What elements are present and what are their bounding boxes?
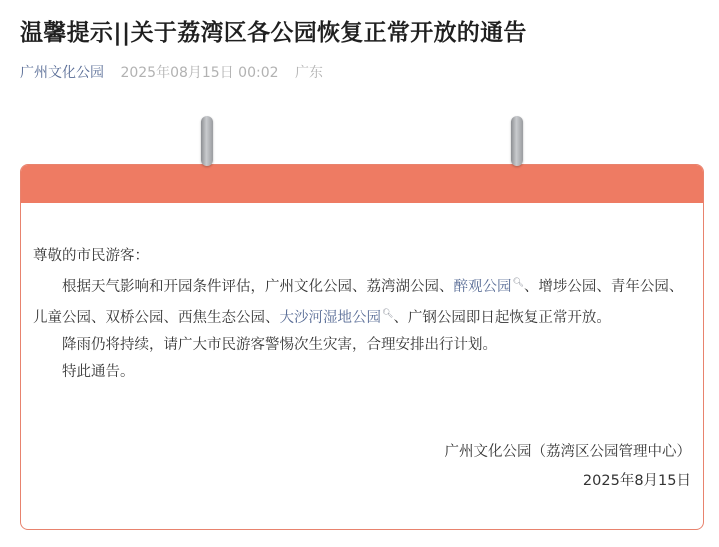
notice-paragraph-3: 特此通告。 <box>62 363 135 380</box>
notice-signature-block <box>445 439 692 497</box>
search-icon[interactable]: 🔍︎ <box>382 308 394 319</box>
notice-body <box>33 243 697 386</box>
para1-text-3: 、广钢公园即日起恢复正常开放。 <box>393 309 611 326</box>
para1-text-2: 、增埗公园、青年公园、儿童公园、双桥公园、西焦生态公园、 <box>33 278 684 326</box>
binder-clip-left <box>201 116 213 166</box>
notice-paragraph-1 <box>33 270 697 332</box>
author-link[interactable]: 广州文化公园 <box>20 65 104 81</box>
notice-signature: 广州文化公园（荔湾区公园管理中心） <box>444 444 691 460</box>
notice-card <box>20 164 704 530</box>
notice-greeting: 尊敬的市民游客： <box>33 248 149 264</box>
notice-sign-date: 2025年8月15日 <box>582 473 691 489</box>
binder-clip-right <box>511 116 523 166</box>
article-meta <box>20 62 323 82</box>
notice-paragraph-2: 降雨仍将持续，请广大市民游客警惕次生灾害，合理安排出行计划。 <box>62 336 497 353</box>
search-icon[interactable]: 🔍︎ <box>512 278 524 288</box>
park-link-zuiguan[interactable]: 醉观公园 <box>453 278 512 295</box>
publish-datetime: 2025年08月15日 00:02 <box>120 65 279 81</box>
notice-card-header <box>21 165 703 203</box>
park-link-dashahe[interactable]: 大沙河湿地公园 <box>279 309 381 326</box>
publish-location: 广东 <box>294 65 323 81</box>
para1-text-1: 根据天气影响和开园条件评估，广州文化公园、荔湾湖公园、 <box>62 278 454 295</box>
article-title: 温馨提示||关于荔湾区各公园恢复正常开放的通告 <box>20 20 527 46</box>
